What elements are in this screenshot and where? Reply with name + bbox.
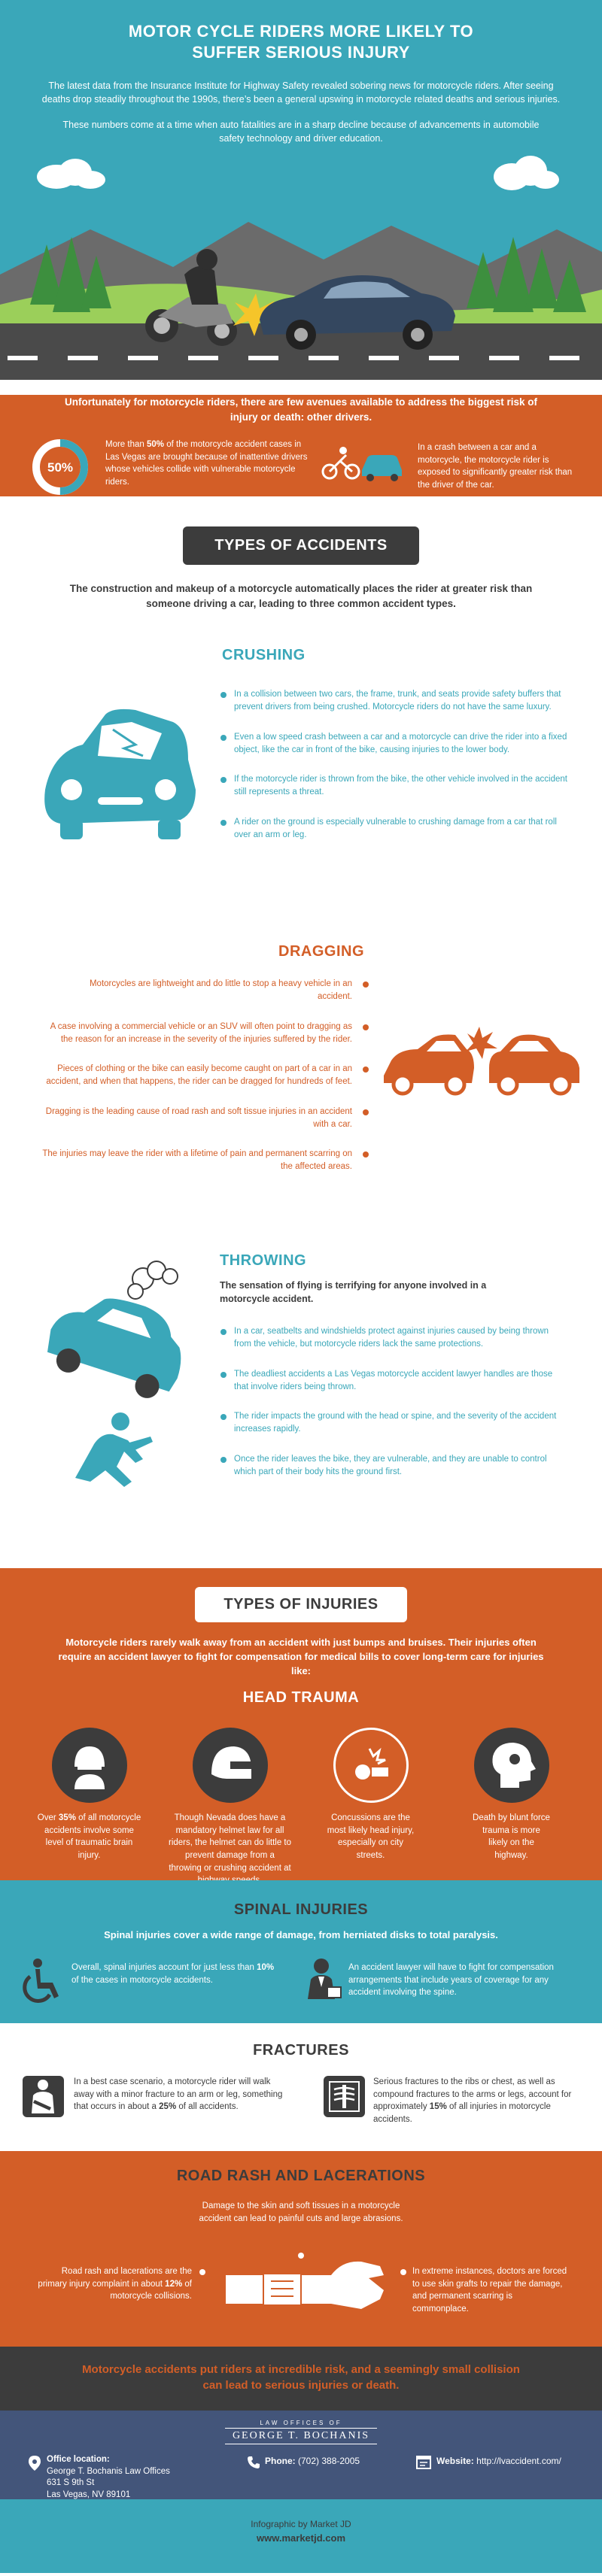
list-item: Motorcycles are lightweight and do little to stop a heavy vehicle in an accident.: [38, 978, 369, 1004]
list-item: Even a low speed crash between a car and a motorcycle can drive the rider into a fixed object, like the car in front of the bike, causing injuries to the lower body.: [220, 731, 574, 757]
cloud-icon: [37, 156, 559, 190]
list-item: A rider on the ground is especially vulnerable to crushing damage from a car that roll over an arm or leg.: [220, 816, 574, 842]
throwing-lead: The sensation of flying is terrifying for anyone involved in a motorcycle accident.: [220, 1280, 487, 1305]
concussion-icon: [333, 1728, 409, 1803]
website-link[interactable]: Website: http://lvaccident.com/: [436, 2456, 561, 2466]
injuries-intro: Motorcycle riders rarely walk away from an accident with just bumps and bruises. Their injuries often require an accident lawyer to fight for compensation for medical bills to cover long-term care for injuries like:: [58, 1637, 544, 1676]
roadrash-top-text: Damage to the skin and soft tissues in a motorcycle accident can lead to painful cuts and large abrasions.: [199, 2201, 403, 2223]
collision-cars-icon: [380, 1023, 583, 1106]
spinal-lead: Spinal injuries cover a wide range of damage, from herniated disks to total paralysis.: [104, 1929, 498, 1940]
list-item: The rider impacts the ground with the head or spine, and the severity of the accident increases rapidly.: [220, 1410, 563, 1437]
crash-icon: [321, 445, 403, 482]
hero-section: [0, 0, 602, 380]
closing-section: [0, 2347, 602, 2411]
throwing-heading: THROWING: [220, 1252, 307, 1269]
footer-section: [0, 2411, 602, 2499]
helmet-person-icon: [52, 1728, 127, 1803]
injuries-section: [0, 1568, 602, 1880]
spinal-right-text: An accident lawyer will have to fight for compensation arrangements that include years of coverage for any accident involving the spine.: [348, 1963, 554, 1998]
head-item: Death by blunt force trauma is more likely on the highway.: [441, 1728, 582, 1887]
fractures-left-text: In a best case scenario, a motorcycle rider will walk away with a minor fracture to an arm or leg, something that occurs in about a 25% of all accidents.: [74, 2077, 283, 2112]
browser-icon: [416, 2456, 431, 2469]
head-trauma-grid: [19, 1728, 583, 1887]
list-item: In a collision between two cars, the frame, trunk, and seats provide safety buffers that prevent drivers from being crushed. Motorcycle riders do not have the same luxury.: [220, 688, 574, 715]
list-item: The injuries may leave the rider with a lifetime of pain and permanent scarring on the affected areas.: [38, 1148, 369, 1174]
avenues-section: [0, 395, 602, 496]
crushed-car-icon: [30, 699, 203, 850]
injuries-title: TYPES OF INJURIES: [195, 1587, 406, 1622]
credit-text: Infographic by Market JD: [251, 2519, 351, 2529]
firm-logo: LAW OFFICES OF GEORGE T. BOCHANIS: [0, 2411, 602, 2444]
sling-icon: [23, 2076, 64, 2117]
phone-icon: [247, 2456, 260, 2469]
xray-icon: [324, 2076, 365, 2117]
location-pin-icon: [29, 2456, 41, 2471]
bullet-dot: [400, 2269, 406, 2275]
list-item: Dragging is the leading cause of road rash and soft tissue injuries in an accident with a car.: [38, 1106, 369, 1132]
avenues-left-text: More than 50% of the motorcycle accident cases in Las Vegas are brought because of inattentive drivers whose vehicles collide with vulnerable motorcycle riders.: [105, 440, 308, 487]
list-item: In a car, seatbelts and windshields protect against injuries caused by being thrown from the vehicle, but motorcycle riders lack the same protections.: [220, 1325, 563, 1352]
accidents-title: TYPES OF ACCIDENTS: [183, 526, 418, 565]
roadrash-right-text: In extreme instances, doctors are forced to use skin grafts to repair the damage, and permanent scarring is commonplace.: [412, 2267, 567, 2314]
roadrash-left-text: Road rash and lacerations are the primary injury complaint in about 12% of motorcycle collisions.: [38, 2267, 192, 2301]
head-item: Over 35% of all motorcycle accidents involve some level of traumatic brain injury.: [19, 1728, 160, 1887]
dragging-heading: DRAGGING: [278, 943, 364, 960]
donut-label: 50%: [47, 460, 74, 475]
head-profile-icon: [474, 1728, 549, 1803]
road-scene-illustration: [0, 154, 602, 380]
rolled-car-icon: [30, 1252, 196, 1493]
fractures-section: [0, 2023, 602, 2151]
roadrash-section: [0, 2151, 602, 2347]
spinal-heading: SPINAL INJURIES: [233, 1901, 369, 1918]
helmet-icon: [193, 1728, 268, 1803]
office-location: Office location: George T. Bochanis Law Offices 631 S 9th St Las Vegas, NV 89101: [47, 2455, 170, 2499]
credit-section: [0, 2499, 602, 2573]
crushing-list: [220, 688, 574, 858]
accidents-intro: The construction and makeup of a motorcycle automatically places the rider at greater risk than someone driving a car, leading to three common accident types.: [69, 583, 533, 609]
dragging-list: [38, 978, 369, 1191]
fractures-right-text: Serious fractures to the ribs or chest, as well as compound fractures to the arms or legs, account for approximately 15% of all injuries in motorcycle accidents.: [373, 2077, 572, 2125]
credit-link[interactable]: www.marketjd.com: [257, 2532, 345, 2544]
head-item: Concussions are the most likely head injury, especially on city streets.: [300, 1728, 441, 1887]
wheelchair-icon: [23, 1957, 65, 2002]
spinal-section: [0, 1880, 602, 2023]
lawyer-icon: [305, 1957, 342, 2002]
list-item: The deadliest accidents a Las Vegas motorcycle accident lawyer handles are those that involve riders being thrown.: [220, 1368, 563, 1394]
head-item: Though Nevada does have a mandatory helmet law for all riders, the helmet can do little to prevent damage from a throwing or crushing accident at: [160, 1728, 300, 1887]
spinal-left-text: Overall, spinal injuries account for just less than 10% of the cases in motorcycle accidents.: [71, 1963, 275, 1985]
avenues-right-text: In a crash between a car and a motorcycle, the motorcycle rider is exposed to significantly greater risk than the driver of the car.: [418, 443, 573, 490]
avenues-heading: Unfortunately for motorcycle riders, there are few avenues available to address the biggest risk of injury or death: other drivers.: [65, 396, 537, 423]
list-item: Pieces of clothing or the bike can easily become caught on part of a car in an accident, and when that happens, the rider can be dragged for hundreds of feet.: [38, 1063, 369, 1089]
list-item: Once the rider leaves the bike, they are vulnerable, and they are unable to control which part of their body hits the ground first.: [220, 1453, 563, 1479]
fractures-heading: FRACTURES: [253, 2042, 349, 2059]
list-item: If the motorcycle rider is thrown from the bike, the other vehicle involved in the accident still represents a threat.: [220, 773, 574, 800]
list-item: A case involving a commercial vehicle or an SUV will often point to dragging as the reason for an increase in the severity of the injuries suffered by the rider.: [38, 1021, 369, 1047]
crushing-heading: CRUSHING: [222, 647, 306, 663]
closing-statement: Motorcycle accidents put riders at incredible risk, and a seemingly small collision can lead to serious injuries or death.: [82, 2363, 520, 2392]
roadrash-heading: ROAD RASH AND LACERATIONS: [176, 2168, 426, 2184]
phone-contact[interactable]: Phone: (702) 388-2005: [265, 2456, 360, 2466]
accidents-section: [0, 496, 602, 1568]
bandaged-arm-icon: [218, 2253, 391, 2324]
hero-intro: The latest data from the Insurance Institute for Highway Safety revealed sobering news for motorcycle riders. After seeing deaths drop steadily throughout the 1990s, there’s been a general upswing in motorcycle related deaths and serious injuries.: [41, 80, 561, 105]
throwing-list: [220, 1325, 563, 1495]
hero-note: These numbers come at a time when auto fatalities are in a sharp decline because of advancements in automobile safety technology and driver education.: [62, 120, 540, 144]
percent-donut-chart: [30, 437, 90, 497]
bullet-dot: [199, 2269, 205, 2275]
page-title: MOTOR CYCLE RIDERS MORE LIKELY TO SUFFER SERIOUS INJURY: [128, 22, 474, 62]
head-trauma-heading: HEAD TRAUMA: [242, 1689, 360, 1706]
